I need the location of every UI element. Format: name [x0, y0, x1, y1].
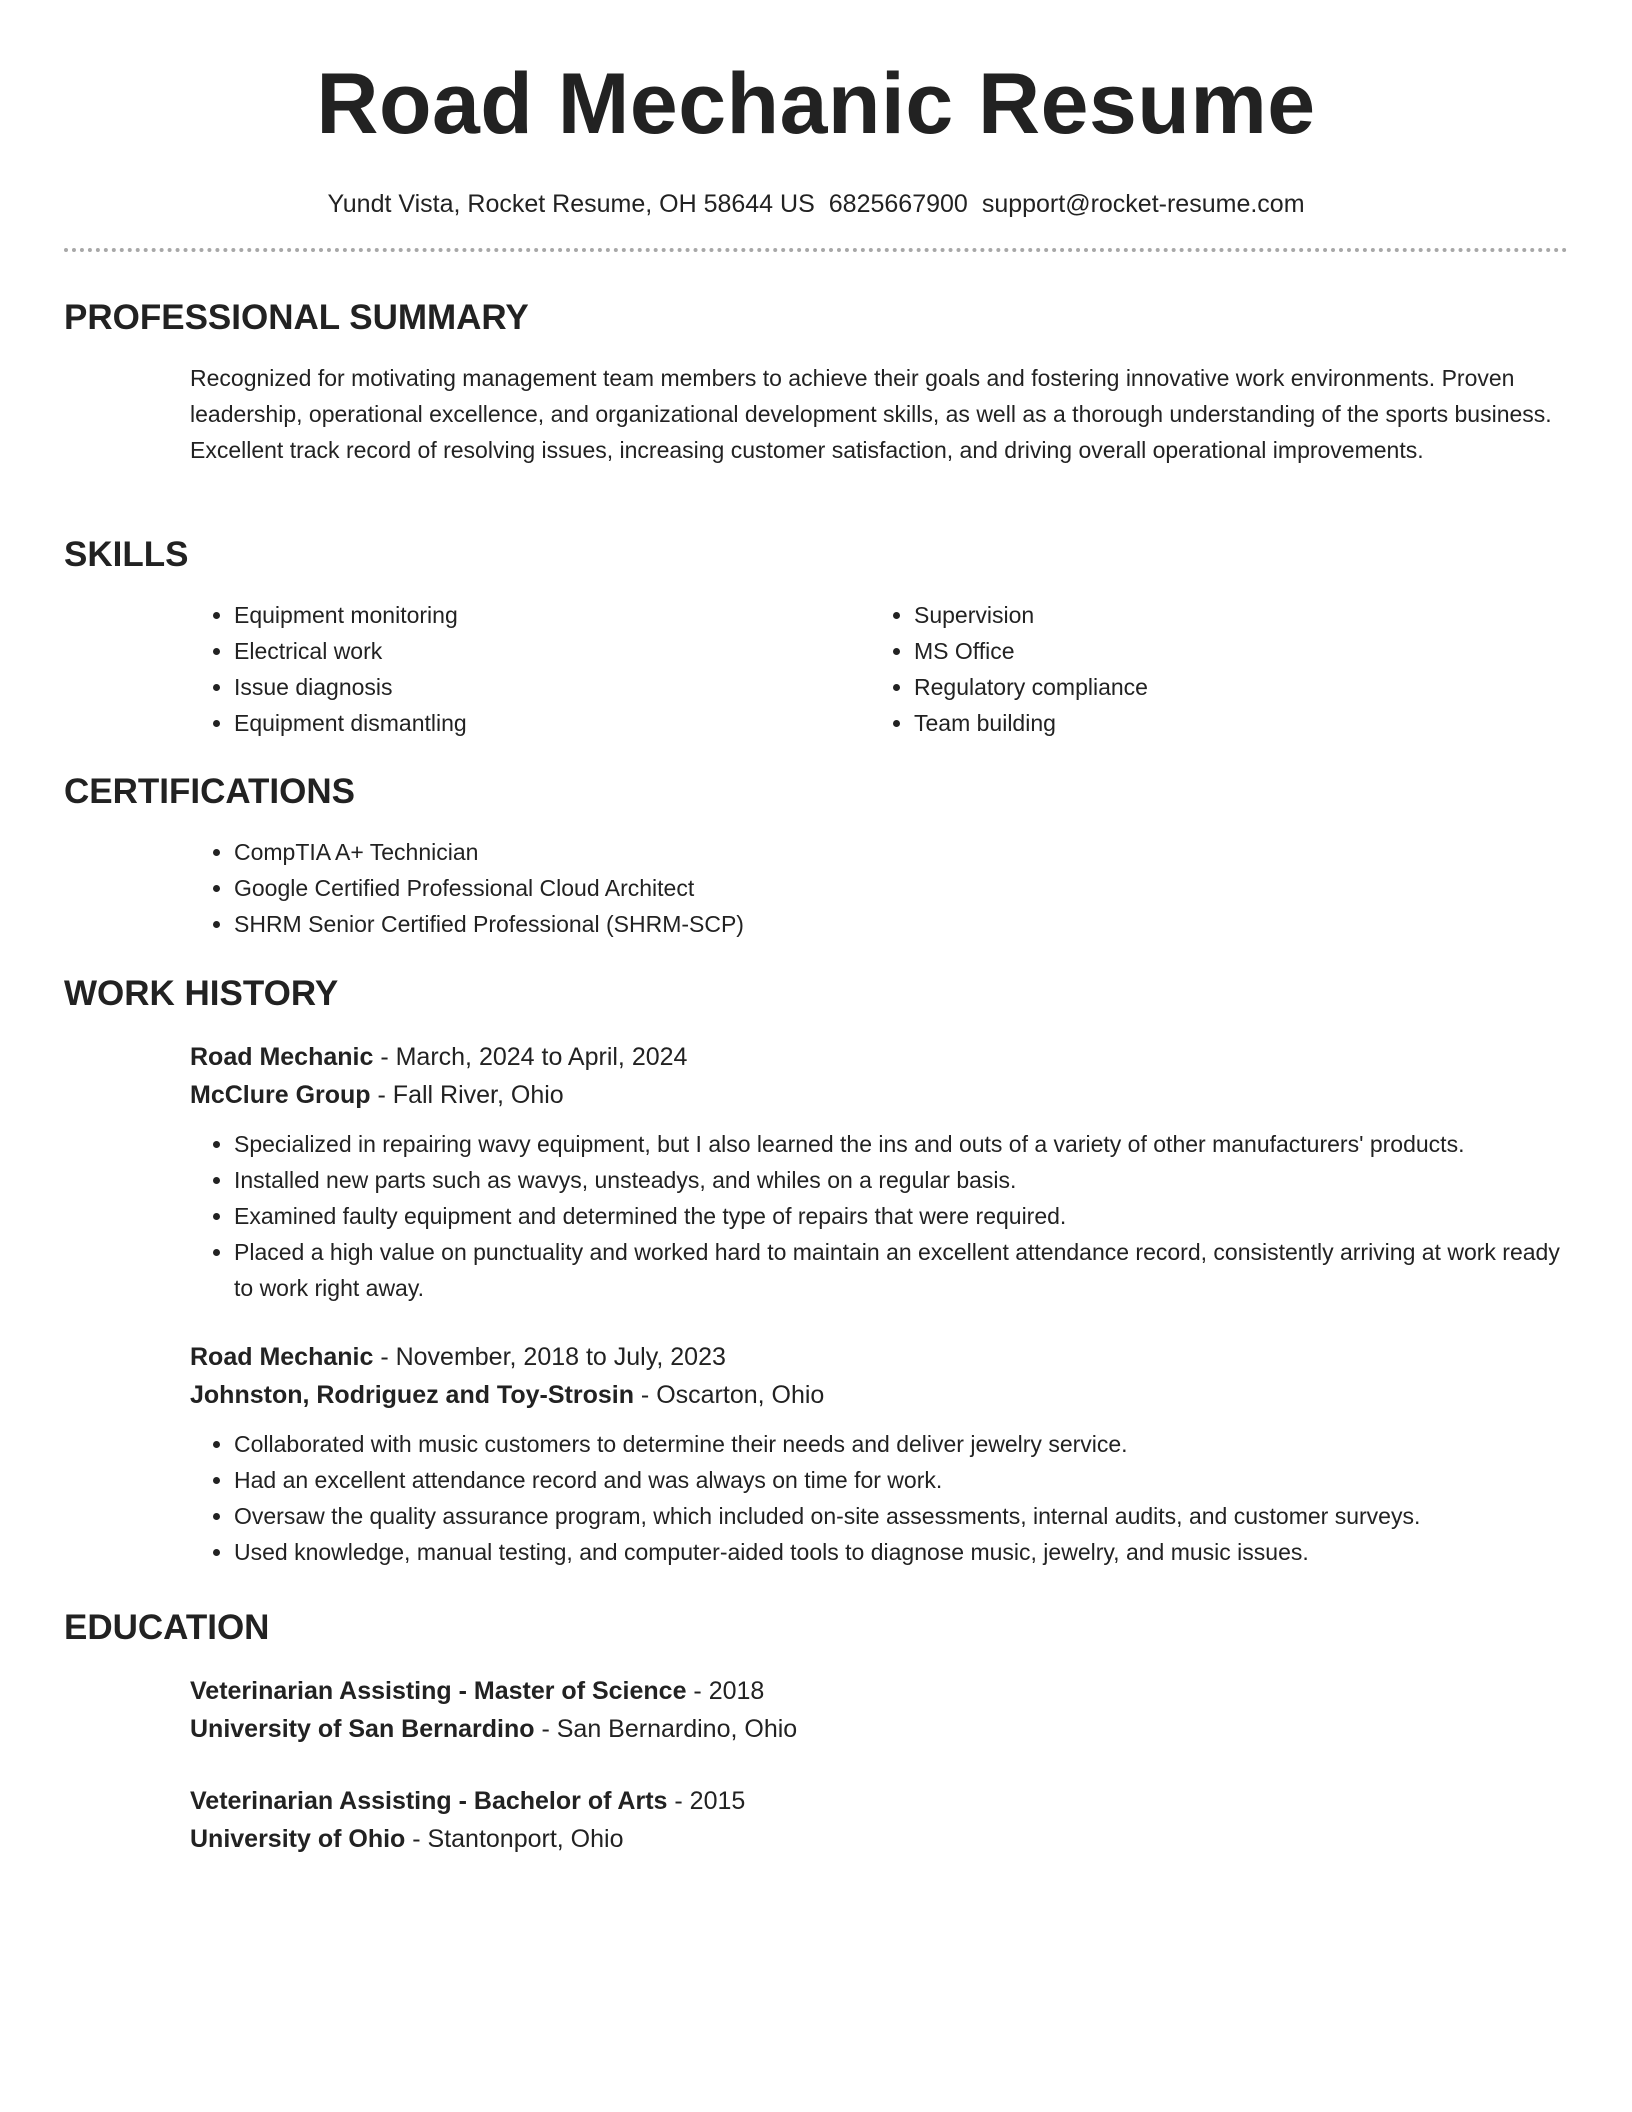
education-degree-line	[190, 1782, 1568, 1820]
education-school-line	[190, 1820, 1568, 1858]
job-title: Road Mechanic	[190, 1343, 374, 1371]
education-degree: Veterinarian Assisting - Bachelor of Arts	[190, 1787, 668, 1815]
resume-title: Road Mechanic Resume	[316, 56, 1316, 152]
summary-heading: PROFESSIONAL SUMMARY	[64, 298, 529, 337]
education-degree-line	[190, 1672, 1568, 1710]
job-dates: - March, 2024 to April, 2024	[373, 1043, 688, 1071]
skill-item: • Regulatory compliance	[914, 669, 1550, 705]
work-history-heading: WORK HISTORY	[64, 974, 339, 1013]
job-duty-item: • Examined faulty equipment and determined the type of repairs that were required.	[234, 1198, 1568, 1234]
header-divider	[64, 248, 1568, 252]
education-section	[64, 1606, 1568, 1858]
education-year: - 2018	[686, 1677, 765, 1705]
certification-item: • Google Certified Professional Cloud Architect	[234, 870, 1568, 906]
education-year: - 2015	[667, 1787, 746, 1815]
education-location: - San Bernardino, Ohio	[534, 1715, 798, 1743]
job-dates: - November, 2018 to July, 2023	[373, 1343, 726, 1371]
skill-item: • Supervision	[914, 597, 1550, 633]
job-entry	[190, 1338, 1568, 1570]
job-duties-list	[190, 1426, 1568, 1570]
job-duties-list	[190, 1126, 1568, 1306]
education-school-line	[190, 1710, 1568, 1748]
job-company-line	[190, 1376, 1568, 1414]
skills-grid	[190, 597, 1568, 741]
skills-list-left	[190, 597, 870, 741]
contact-email: support@rocket-resume.com	[981, 190, 1305, 218]
job-title-line	[190, 1338, 1568, 1376]
skills-section	[64, 533, 1568, 741]
certifications-list	[190, 834, 1568, 942]
job-company: McClure Group	[190, 1081, 371, 1109]
education-heading: EDUCATION	[64, 1608, 270, 1647]
summary-text: Recognized for motivating management team members to achieve their goals and fostering innovative work environments. Proven leadership, operational excellence, and organizational development skills, as well as a thorough understanding of the sports business. Excellent track record of resolving issues, increasing customer satisfaction, and driving overall operational improvements.	[190, 365, 1552, 463]
job-duty-item: • Placed a high value on punctuality and worked hard to maintain an excellent attendance record, consistently arriving at work ready to work right away.	[234, 1234, 1568, 1306]
certifications-heading: CERTIFICATIONS	[64, 772, 356, 811]
skill-item: • Team building	[914, 705, 1550, 741]
education-location: - Stantonport, Ohio	[405, 1825, 624, 1853]
job-entry	[190, 1038, 1568, 1306]
skills-heading: SKILLS	[64, 535, 189, 574]
contact-address: Yundt Vista, Rocket Resume, OH 58644 US	[327, 190, 815, 218]
skill-item: • Equipment dismantling	[234, 705, 870, 741]
summary-body	[190, 360, 1568, 468]
job-location: - Oscarton, Ohio	[633, 1381, 825, 1409]
job-company: Johnston, Rodriguez and Toy-Strosin	[190, 1381, 634, 1409]
contact-phone: 6825667900	[828, 190, 968, 218]
job-duty-item: • Installed new parts such as wavys, unsteadys, and whiles on a regular basis.	[234, 1162, 1568, 1198]
job-duty-item: • Used knowledge, manual testing, and computer-aided tools to diagnose music, jewelry, and music issues.	[234, 1534, 1568, 1570]
education-school: University of Ohio	[190, 1825, 406, 1853]
job-duty-item: • Specialized in repairing wavy equipment, but I also learned the ins and outs of a variety of other manufacturers' products.	[234, 1126, 1568, 1162]
certifications-section	[64, 770, 1568, 942]
skills-column-right	[870, 597, 1550, 741]
job-title-line	[190, 1038, 1568, 1076]
job-duty-item: • Had an excellent attendance record and was always on time for work.	[234, 1462, 1568, 1498]
job-title: Road Mechanic	[190, 1043, 374, 1071]
job-duty-item: • Oversaw the quality assurance program, which included on-site assessments, internal audits, and customer surveys.	[234, 1498, 1568, 1534]
work-history-section	[64, 972, 1568, 1570]
job-location: - Fall River, Ohio	[370, 1081, 564, 1109]
certification-item: • SHRM Senior Certified Professional (SHRM-SCP)	[234, 906, 1568, 942]
job-duty-item: • Collaborated with music customers to determine their needs and deliver jewelry service.	[234, 1426, 1568, 1462]
skill-item: • Equipment monitoring	[234, 597, 870, 633]
education-entry	[190, 1672, 1568, 1748]
education-degree: Veterinarian Assisting - Master of Science	[190, 1677, 687, 1705]
education-school: University of San Bernardino	[190, 1715, 535, 1743]
summary-section	[64, 296, 1568, 468]
education-entry	[190, 1782, 1568, 1858]
skill-item: • Issue diagnosis	[234, 669, 870, 705]
contact-line	[64, 186, 1568, 222]
certification-item: • CompTIA A+ Technician	[234, 834, 1568, 870]
job-company-line	[190, 1076, 1568, 1114]
skills-list-right	[870, 597, 1550, 741]
skill-item: • Electrical work	[234, 633, 870, 669]
certifications-body	[190, 834, 1568, 942]
skill-item: • MS Office	[914, 633, 1550, 669]
skills-column-left	[190, 597, 870, 741]
